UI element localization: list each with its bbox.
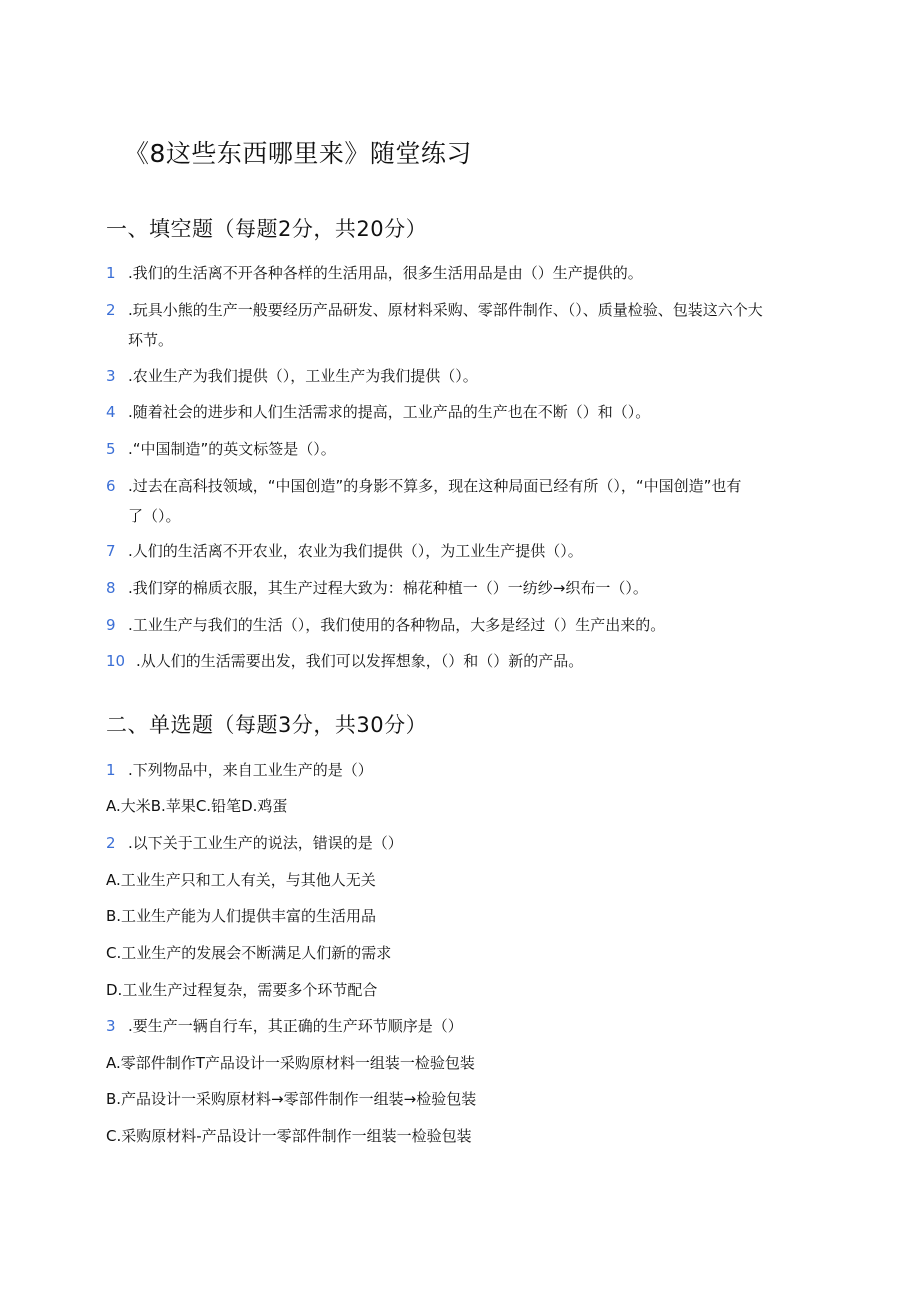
fill-question (106, 361, 806, 391)
choice-question (106, 1011, 806, 1041)
fill-question (106, 295, 806, 355)
question-number: 1 (106, 761, 116, 779)
question-number: 10 (106, 652, 126, 670)
question-text: .玩具小熊的生产一般要经历产品研发、原材料采购、零部件制作、（）、质量检验、包装这六个大 (128, 301, 763, 319)
fill-question (106, 646, 806, 676)
fill-question (106, 258, 806, 288)
question-number: 2 (106, 834, 116, 852)
question-number: 2 (106, 301, 116, 319)
answer-option: C.工业生产的发展会不断满足人们新的需求 (106, 944, 392, 962)
question-text: .工业生产与我们的生活（），我们使用的各种物品，大多是经过（）生产出来的。 (128, 616, 666, 634)
fill-question (106, 471, 806, 531)
answer-option: C.采购原材料-产品设计一零部件制作一组装一检验包装 (106, 1127, 472, 1145)
fill-question (106, 610, 806, 640)
question-text-continuation: 环节。 (128, 331, 174, 349)
answer-option: A.零部件制作T产品设计一采购原材料一组装一检验包装 (106, 1054, 475, 1072)
choice-question (106, 828, 806, 858)
fill-question (106, 434, 806, 464)
question-text: .从人们的生活需要出发，我们可以发挥想象，（）和（）新的产品。 (136, 652, 584, 670)
answer-options: A.大米B.苹果C.铅笔D.鸡蛋 (106, 797, 288, 815)
question-text: .我们穿的棉质衣服，其生产过程大致为：棉花种植一（）一纺纱→织布一（）。 (128, 579, 648, 597)
question-number: 3 (106, 367, 116, 385)
answer-option: A.工业生产只和工人有关，与其他人无关 (106, 871, 376, 889)
question-number: 6 (106, 477, 116, 495)
question-text: .随着社会的进步和人们生活需求的提高，工业产品的生产也在不断（）和（）。 (128, 403, 651, 421)
question-text: .过去在高科技领域，“中国创造”的身影不算多，现在这种局面已经有所（），“中国创造”也有 (128, 477, 742, 495)
question-number: 9 (106, 616, 116, 634)
answer-option: B.工业生产能为人们提供丰富的生活用品 (106, 907, 377, 925)
answer-option: D.工业生产过程复杂，需要多个环节配合 (106, 981, 378, 999)
question-text: .下列物品中，来自工业生产的是（） (128, 761, 373, 779)
question-text: .我们的生活离不开各种各样的生活用品，很多生活用品是由（）生产提供的。 (128, 264, 643, 282)
fill-question (106, 397, 806, 427)
question-text: .要生产一辆自行车，其正确的生产环节顺序是（） (128, 1017, 463, 1035)
document-title: 《8这些东西哪里来》随堂练习 (124, 139, 472, 168)
choice-question (106, 755, 806, 785)
question-number: 8 (106, 579, 116, 597)
question-number: 1 (106, 264, 116, 282)
answer-option: B.产品设计一采购原材料→零部件制作一组装→检验包装 (106, 1090, 477, 1108)
fill-question (106, 536, 806, 566)
question-text: .人们的生活离不开农业，农业为我们提供（），为工业生产提供（）。 (128, 542, 583, 560)
question-text-continuation: 了（）。 (128, 507, 181, 525)
question-text: .农业生产为我们提供（），工业生产为我们提供（）。 (128, 367, 478, 385)
question-number: 7 (106, 542, 116, 560)
fill-question (106, 573, 806, 603)
question-number: 5 (106, 440, 116, 458)
question-text: .“中国制造”的英文标签是（）。 (128, 440, 336, 458)
question-text: .以下关于工业生产的说法，错误的是（） (128, 834, 403, 852)
section-heading-fill-in: 一、填空题（每题2分，共20分） (106, 217, 428, 241)
section-heading-single-choice: 二、单选题（每题3分，共30分） (106, 713, 428, 737)
question-number: 4 (106, 403, 116, 421)
question-number: 3 (106, 1017, 116, 1035)
